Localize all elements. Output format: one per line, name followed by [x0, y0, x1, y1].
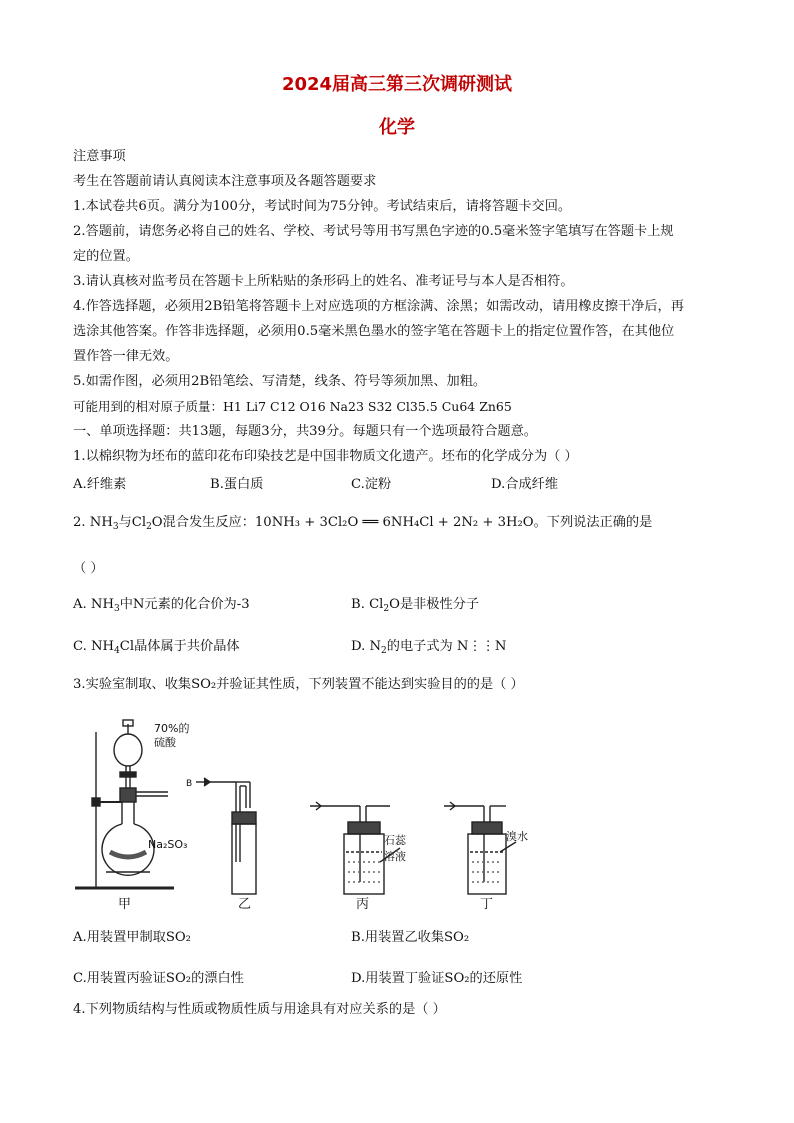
litmus-label-1: 石蕊 [384, 834, 406, 847]
q1-stem: 1.以棉织物为坯布的蓝印花布印染技艺是中国非物质文化遗产。坯布的化学成分为（ ） [73, 449, 578, 464]
notes-item-2: 2.答题前，请您务必将自己的姓名、学校、考试号等用书写黑色字迹的0.5毫米签字笔填写在答题卡上规 [73, 224, 674, 239]
caption-jia: 甲 [118, 897, 132, 912]
arrow-label: B [186, 779, 193, 789]
subject-title: 化学 [379, 117, 415, 138]
n2-electron-formula: N⋮⋮N [456, 639, 507, 654]
acid-label-1: 70%的 [154, 722, 190, 735]
q1-option-d: D.合成纤维 [491, 477, 559, 492]
notes-item-4-cont2: 置作答一律无效。 [73, 349, 179, 364]
q4-stem: 4.下列物质结构与性质或物质性质与用途具有对应关系的是（ ） [73, 1002, 446, 1017]
q1-option-c: C.淀粉 [351, 477, 392, 492]
q3-option-a: A.用装置甲制取SO₂ [73, 930, 191, 945]
atomic-masses: 可能用到的相对原子质量：H1 Li7 C12 O16 Na23 S32 Cl35.5 Cu64 Zn65 [73, 399, 512, 414]
salt-label: Na₂SO₃ [148, 838, 188, 851]
q2-option-d: D. $N_2$的电子式为 N⋮⋮N [351, 639, 507, 656]
caption-bing: 丙 [356, 897, 370, 912]
bromine-label: 溴水 [506, 830, 528, 843]
q2-stem: 2. $NH_3$与$Cl_2O$混合发生反应：10NH₃ + 3Cl₂O ══ 6NH₄Cl + 2N₂ + 3H₂O。下列说法正确的是 [73, 515, 653, 532]
q2-option-a: A. $NH_3$中N元素的化合价为-3 [73, 597, 250, 614]
acid-label-2: 硫酸 [154, 736, 176, 749]
notes-heading: 注意事项 [73, 149, 126, 164]
apparatus-yi [210, 782, 256, 894]
apparatus-figure [70, 712, 530, 912]
q3-option-b: B.用装置乙收集SO₂ [351, 930, 470, 945]
section-heading: 一、单项选择题：共13题，每题3分，共39分。每题只有一个选项最符合题意。 [73, 424, 537, 439]
apparatus-ding [454, 806, 506, 894]
apparatus-bing [320, 806, 390, 894]
q2-equation: 10NH₃ + 3Cl₂O ══ 6NH₄Cl + 2N₂ + 3H₂O [254, 515, 534, 530]
caption-ding: 丁 [480, 897, 494, 912]
notes-intro: 考生在答题前请认真阅读本注意事项及各题答题要求 [73, 174, 377, 189]
q2-paren: （ ） [73, 561, 104, 576]
q2-option-b: B. $Cl_2O$是非极性分子 [351, 597, 480, 614]
q3-option-d: D.用装置丁验证SO₂的还原性 [351, 971, 523, 986]
caption-yi: 乙 [238, 897, 252, 912]
notes-item-5: 5.如需作图，必须用2B铅笔绘、写清楚，线条、符号等须加黑、加粗。 [73, 374, 487, 389]
q1-option-b: B.蛋白质 [210, 477, 264, 492]
notes-item-1: 1.本试卷共6页。满分为100分，考试时间为75分钟。考试结束后，请将答题卡交回。 [73, 199, 572, 214]
litmus-label-2: 溶液 [384, 850, 406, 863]
notes-item-4-cont: 选涂其他答案。作答非选择题，必须用0.5毫米黑色墨水的签字笔在答题卡上的指定位置作答，在其他位 [73, 324, 675, 339]
notes-item-4: 4.作答选择题，必须用2B铅笔将答题卡上对应选项的方框涂满、涂黑；如需改动，请用橡皮擦干净后，再 [73, 299, 684, 314]
q2-option-c: C. $NH_4Cl$晶体属于共价晶体 [73, 639, 240, 656]
q3-stem: 3.实验室制取、收集SO₂并验证其性质，下列装置不能达到实验目的的是（ ） [73, 677, 524, 692]
exam-title: 2024届高三第三次调研测试 [281, 74, 513, 95]
q1-option-a: A.纤维素 [73, 477, 127, 492]
notes-item-2-cont: 定的位置。 [73, 249, 139, 264]
notes-item-3: 3.请认真核对监考员在答题卡上所粘贴的条形码上的姓名、准考证号与本人是否相符。 [73, 274, 574, 289]
q3-option-c: C.用装置丙验证SO₂的漂白性 [73, 971, 244, 986]
